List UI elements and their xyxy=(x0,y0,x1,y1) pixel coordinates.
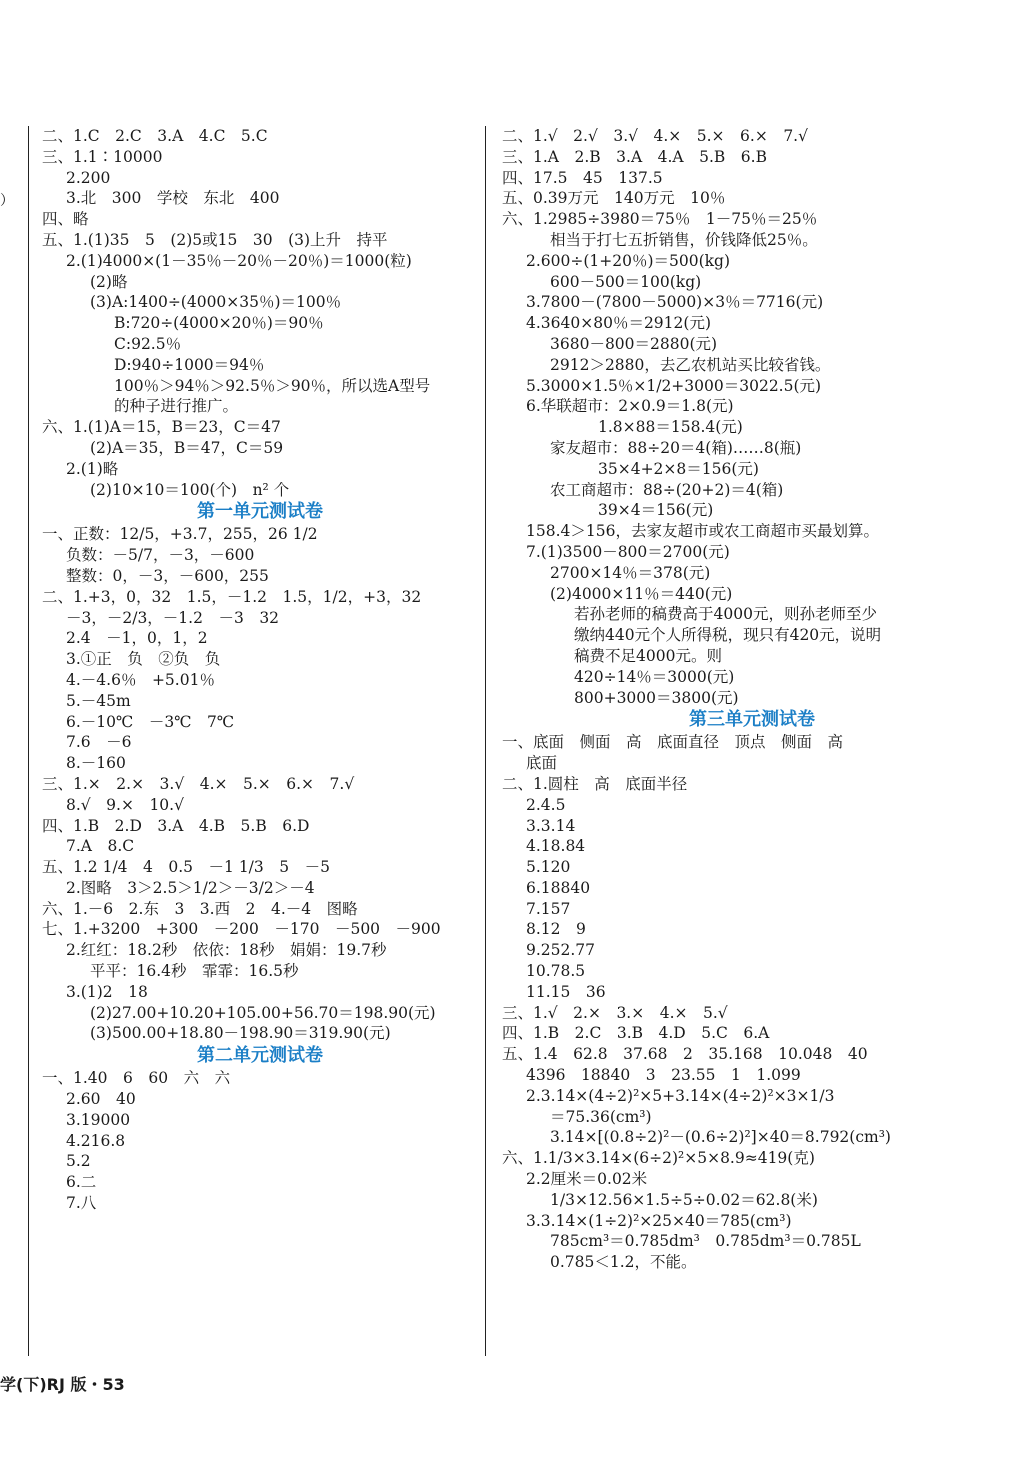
answer-line: 3680－800＝2880(元) xyxy=(550,334,718,353)
answer-line: 11.15 36 xyxy=(526,982,606,1001)
right-column xyxy=(502,126,1002,1273)
answer-line: 2.(1)4000×(1－35％－20％－20％)＝1000(粒) xyxy=(66,251,412,270)
answer-line: 7.A 8.C xyxy=(66,837,135,856)
answer-line: (2)27.00+10.20+105.00+56.70＝198.90(元) xyxy=(90,1003,436,1022)
answer-line: ＝75.36(cm³) xyxy=(550,1107,652,1126)
answer-line: (2)A＝35，B＝47，C＝59 xyxy=(90,438,284,457)
section-heading: 第二单元测试卷 xyxy=(197,1045,323,1067)
answer-line: 10.78.5 xyxy=(526,962,586,981)
answer-line: (2)略 xyxy=(90,272,128,291)
answer-line: 3.19000 xyxy=(66,1110,131,1129)
answer-line: 4.3640×80％＝2912(元) xyxy=(526,314,711,333)
answer-line: 三、1.√ 2.× 3.× 4.× 5.√ xyxy=(502,1003,728,1022)
answer-line: 8.12 9 xyxy=(526,920,586,939)
answer-line: 5.3000×1.5％×1/2+3000＝3022.5(元) xyxy=(526,376,822,395)
answer-line: (2)4000×11％＝440(元) xyxy=(550,584,733,603)
answer-line: 二、1.√ 2.√ 3.√ 4.× 5.× 6.× 7.√ xyxy=(502,127,808,145)
answer-line: 2.600÷(1+20％)＝500(kg) xyxy=(526,251,731,270)
answer-line: 4396 18840 3 23.55 1 1.099 xyxy=(526,1066,801,1085)
answer-line: 5.2 xyxy=(66,1152,91,1171)
answer-line: 2.红红：18.2秒 依依：18秒 娟娟：19.7秒 xyxy=(66,941,387,960)
answer-line: 2.4 －1，0，1，2 xyxy=(66,629,208,648)
answer-line: 2912＞2880，去乙农机站买比较省钱。 xyxy=(550,355,831,374)
answer-line: －3，－2/3，－1.2 －3 32 xyxy=(66,608,280,627)
answer-line: (3)A:1400÷(4000×35％)＝100％ xyxy=(90,293,342,312)
answer-line: D:940÷1000＝94％ xyxy=(114,355,265,374)
answer-line: 6.18840 xyxy=(526,878,591,897)
answer-line: 四、1.B 2.D 3.A 4.B 5.B 6.D xyxy=(42,816,310,835)
answer-line: 2.图略 3＞2.5＞1/2＞－3/2＞－4 xyxy=(66,878,315,897)
answer-line: 二、1.C 2.C 3.A 4.C 5.C xyxy=(42,127,268,145)
answer-line: 8.√ 9.× 10.√ xyxy=(66,795,184,814)
answer-line: 600－500＝100(kg) xyxy=(550,272,702,291)
answer-line: 负数：－5/7，－3，－600 xyxy=(66,546,255,565)
answer-line: 2.2厘米＝0.02米 xyxy=(526,1170,648,1189)
answer-line: 4.216.8 xyxy=(66,1131,126,1150)
answer-line: 6.－10℃ －3℃ 7℃ xyxy=(66,712,235,731)
answer-line: 四、1.B 2.C 3.B 4.D 5.C 6.A xyxy=(502,1024,770,1043)
answer-line: 39×4＝156(元) xyxy=(598,501,714,520)
answer-line: 35×4+2×8＝156(元) xyxy=(598,459,759,478)
answer-line: 1.8×88＝158.4(元) xyxy=(598,418,743,437)
answer-line: 五、1.(1)35 5 (2)5或15 30 (3)上升 持平 xyxy=(42,230,388,249)
answer-line: 9.252.77 xyxy=(526,941,596,960)
answer-line: 六、1.1/3×3.14×(6÷2)²×5×8.9≈419(克) xyxy=(502,1149,815,1168)
answer-line: 农工商超市：88÷(20+2)＝4(箱) xyxy=(550,480,784,499)
answer-line: 7.(1)3500－800＝2700(元) xyxy=(526,542,730,561)
answer-line: 420÷14％＝3000(元) xyxy=(574,667,735,686)
answer-line: 2.(1)略 xyxy=(66,459,119,478)
answer-line: 1/3×12.56×1.5÷5÷0.02＝62.8(米) xyxy=(550,1190,818,1209)
answer-line: 8.－160 xyxy=(66,754,126,773)
answer-line: 六、1.－6 2.东 3 3.西 2 4.－4 图略 xyxy=(42,899,358,918)
answer-line: 3.(1)2 18 xyxy=(66,982,148,1001)
answer-line: 五、1.2 1/4 4 0.5 －1 1/3 5 －5 xyxy=(42,858,330,877)
center-divider-rule xyxy=(485,126,486,1356)
answer-line: 整数：0，－3，－600，255 xyxy=(66,566,269,585)
answer-line: 4.－4.6％ +5.01％ xyxy=(66,670,215,689)
answer-line: 4.18.84 xyxy=(526,837,586,856)
answer-line: 3.7800－(7800－5000)×3％＝7716(元) xyxy=(526,293,824,312)
answer-line: 二、1.+3，0，32 1.5，－1.2 1.5，1/2，+3，32 xyxy=(42,587,422,606)
answer-line: 四、17.5 45 137.5 xyxy=(502,168,663,187)
answer-line: 一、1.40 6 60 六 六 xyxy=(42,1069,231,1088)
answer-line: 3.14×[(0.8÷2)²－(0.6÷2)²]×40＝8.792(cm³) xyxy=(550,1128,891,1147)
answer-line: 五、1.4 62.8 37.68 2 35.168 10.048 40 xyxy=(502,1045,868,1064)
answer-line: 一、正数：12/5，+3.7，255，26 1/2 xyxy=(42,525,318,544)
answer-line: 平平：16.4秒 霏霏：16.5秒 xyxy=(90,962,299,981)
section-heading: 第一单元测试卷 xyxy=(197,501,323,523)
answer-line: 5.120 xyxy=(526,858,571,877)
answer-line: 六、1.(1)A＝15，B＝23，C＝47 xyxy=(42,418,281,437)
answer-line: 缴纳440元个人所得税，现只有420元，说明 xyxy=(574,626,882,645)
answer-line: 底面 xyxy=(526,754,558,773)
answer-line: 三、1.1∶10000 xyxy=(42,147,163,166)
answer-line: (2)10×10＝100(个) n² 个 xyxy=(90,480,290,499)
answer-line: 2700×14％＝378(元) xyxy=(550,563,711,582)
answer-line: 的种子进行推广。 xyxy=(114,397,239,416)
answer-line: C:92.5％ xyxy=(114,334,182,353)
answer-line: 四、略 xyxy=(42,210,89,229)
answer-line: 3.北 300 学校 东北 400 xyxy=(66,189,280,208)
left-margin-rule xyxy=(28,126,29,1356)
answer-line: 若孙老师的稿费高于4000元，则孙老师至少 xyxy=(574,605,877,624)
answer-line: (3)500.00+18.80－198.90＝319.90(元) xyxy=(90,1024,391,1043)
answer-line: 6.华联超市：2×0.9＝1.8(元) xyxy=(526,397,734,416)
section-heading: 第三单元测试卷 xyxy=(689,709,815,731)
answer-line: 3.3.14 xyxy=(526,816,576,835)
answer-line: 6.二 xyxy=(66,1173,97,1192)
answer-line: 100％＞94％＞92.5％＞90％，所以选A型号 xyxy=(114,376,431,395)
page-footer: 学(下)RJ 版・53 xyxy=(0,1375,125,1394)
answer-line: 2.4.5 xyxy=(526,795,566,814)
answer-line: 一、底面 侧面 高 底面直径 顶点 侧面 高 xyxy=(502,733,844,752)
answer-line: 2.3.14×(4÷2)²×5+3.14×(4÷2)²×3×1/3 xyxy=(526,1086,835,1105)
answer-line: 800+3000＝3800(元) xyxy=(574,688,739,707)
answer-line: 2.200 xyxy=(66,168,111,187)
answer-line: 五、0.39万元 140万元 10％ xyxy=(502,189,726,208)
answer-line: B:720÷(4000×20％)＝90％ xyxy=(114,314,324,333)
answer-line: 七、1.+3200 +300 －200 －170 －500 －900 xyxy=(42,920,441,939)
answer-line: 0.785＜1.2，不能。 xyxy=(550,1253,697,1272)
answer-line: 三、1.A 2.B 3.A 4.A 5.B 6.B xyxy=(502,147,767,166)
answer-line: 7.6 －6 xyxy=(66,733,132,752)
answer-line: 家友超市：88÷20＝4(箱)……8(瓶) xyxy=(550,438,802,457)
answer-line: 三、1.× 2.× 3.√ 4.× 5.× 6.× 7.√ xyxy=(42,774,355,793)
edge-mark: ） xyxy=(0,193,14,209)
answer-line: 3.3.14×(1÷2)²×25×40＝785(cm³) xyxy=(526,1211,792,1230)
answer-line: 7.八 xyxy=(66,1194,97,1213)
left-column xyxy=(42,126,478,1214)
answer-line: 2.60 40 xyxy=(66,1090,136,1109)
answer-line: 稿费不足4000元。则 xyxy=(574,646,722,665)
answer-line: 785cm³＝0.785dm³ 0.785dm³＝0.785L xyxy=(550,1232,861,1251)
answer-line: 5.－45m xyxy=(66,691,131,710)
answer-line: 六、1.2985÷3980＝75％ 1－75％＝25％ xyxy=(502,210,818,229)
answer-line: 相当于打七五折销售，价钱降低25％。 xyxy=(550,230,818,249)
answer-line: 3.①正 负 ②负 负 xyxy=(66,650,221,669)
answer-line: 7.157 xyxy=(526,899,571,918)
answer-line: 二、1.圆柱 高 底面半径 xyxy=(502,774,688,793)
answer-line: 158.4＞156，去家友超市或农工商超市买最划算。 xyxy=(526,522,879,541)
